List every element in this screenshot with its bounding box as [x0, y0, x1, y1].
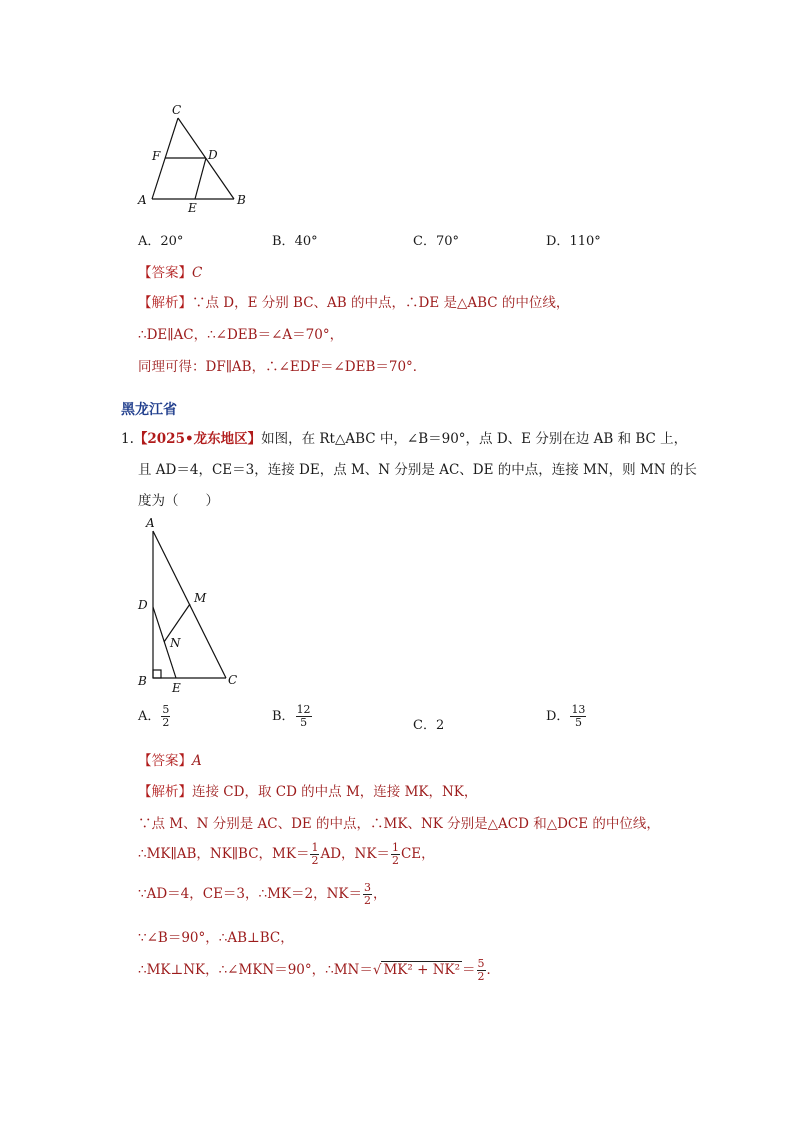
q1-analysis-line-3: ∴MK∥AB，NK∥BC，MK＝ $\frac{1}{2}$ AD，NK＝ $\frac{1}{2}$ CE， [138, 841, 435, 867]
q1-option-b: B． $\frac{12}{5}$ [272, 703, 311, 729]
q1-analysis-line-2: ∵点 M、N 分别是 AC、DE 的中点，∴MK、NK 分别是△ACD 和△DCE 的中位线， [138, 816, 660, 832]
label-c2: C [228, 673, 238, 687]
answer-line: 【答案】C [138, 265, 203, 281]
question-1-stem-line-2: 且 AD＝4，CE＝3，连接 DE，点 M、N 分别是 AC、DE 的中点，连接 MN，则 MN 的长 [138, 462, 697, 478]
q1-option-c: C．2 [413, 718, 445, 733]
label-e: E [188, 201, 197, 215]
figure-right-triangle [132, 512, 252, 694]
label-f: F [152, 149, 161, 163]
label-c: C [172, 103, 182, 117]
q1-analysis-line-6: ∴MK⊥NK，∴∠MKN＝90°，∴MN＝√ MK² + NK² ＝ $\frac{5}{2}$ ． [138, 957, 501, 983]
option-c: C．70° [413, 234, 459, 249]
label-d: D [208, 148, 218, 162]
section-heading: 黑龙江省 [121, 402, 177, 418]
label-a2: A [146, 516, 155, 530]
option-b: B．40° [272, 234, 318, 249]
analysis-line-3: 同理可得：DF∥AB，∴∠EDF＝∠DEB＝70°． [138, 359, 427, 375]
q1-option-a: A． $\frac{5}{2}$ [138, 703, 170, 729]
q1-option-d: D． $\frac{13}{5}$ [546, 703, 586, 729]
label-d2: D [138, 598, 148, 612]
label-n: N [170, 636, 181, 650]
label-b: B [237, 193, 246, 207]
analysis-line-1: 【解析】∵点 D，E 分别 BC、AB 的中点，∴DE 是△ABC 的中位线， [138, 295, 570, 311]
option-a: A．20° [138, 234, 184, 249]
q1-analysis-line-4: ∵AD＝4，CE＝3，∴MK＝2，NK＝ $\frac{3}{2}$ ， [138, 881, 387, 907]
label-m: M [194, 591, 207, 605]
q1-analysis-line-1: 【解析】连接 CD，取 CD 的中点 M，连接 MK，NK， [138, 784, 478, 800]
question-1-stem-line-3: 度为（ ） [138, 493, 219, 509]
figure-triangle-abc [130, 98, 260, 218]
question-1-stem-line-1: 1.【2025•龙东地区】如图，在 Rt△ABC 中，∠B＝90°，点 D、E 分别在边 AB 和 BC 上， [121, 431, 688, 447]
label-b2: B [138, 674, 147, 688]
label-e2: E [172, 681, 181, 694]
q1-analysis-line-5: ∵∠B＝90°，∴AB⊥BC， [138, 930, 294, 946]
option-d: D．110° [546, 234, 601, 249]
label-a: A [138, 193, 147, 207]
analysis-line-2: ∴DE∥AC，∴∠DEB＝∠A＝70°， [138, 327, 344, 343]
q1-answer-line: 【答案】A [138, 753, 202, 769]
